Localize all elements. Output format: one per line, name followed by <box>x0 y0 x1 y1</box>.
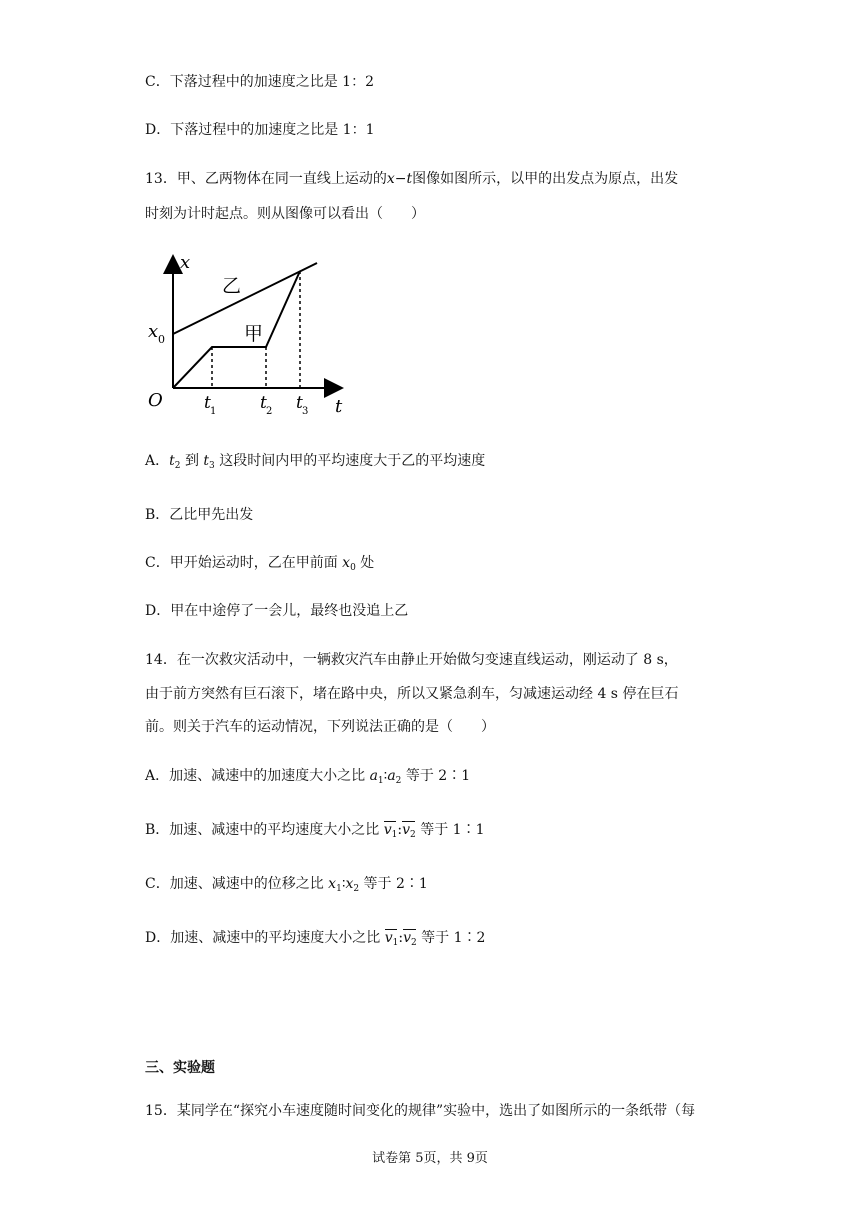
x0-label: x <box>148 321 159 342</box>
q13-opt-a-t3: t <box>203 453 210 469</box>
q14-opt-b-sep: : <box>397 822 403 838</box>
q13-option-d: D．甲在中途停了一会儿，最终也没追上乙 <box>145 603 409 619</box>
q13-stem-var: x−t <box>386 171 413 187</box>
q14-option-b <box>145 820 485 845</box>
q14-opt-d-v1-overline <box>385 928 399 953</box>
q14-opt-b-v2-sub: 2 <box>410 830 416 840</box>
q13-opt-a-t2: t <box>169 453 175 469</box>
q12-option-c: C．下落过程中的加速度之比是 1：2 <box>145 74 374 90</box>
t2-subscript: 2 <box>266 406 273 417</box>
axis-x-label: t <box>335 396 343 417</box>
q13-opt-a-t3-sub: 3 <box>209 461 215 471</box>
q14-opt-d-v1-sub: 1 <box>392 938 399 948</box>
t3-subscript: 3 <box>302 406 309 417</box>
q14-opt-a-a1-sub: 1 <box>377 776 384 786</box>
page-footer: 试卷第 5页，共 9页 <box>372 1151 488 1166</box>
q14-opt-b-pre: B．加速、减速中的平均速度大小之比 <box>145 822 384 838</box>
t3-label: t <box>296 393 303 413</box>
q13-stem-line1 <box>145 169 678 189</box>
q14-stem-line1: 14．在一次救灾活动中，一辆救灾汽车由静止开始做匀变速直线运动，刚运动了 8 s， <box>145 652 678 668</box>
yi-label: 乙 <box>222 275 242 297</box>
q13-opt-c-post: 处 <box>355 555 375 571</box>
q13-stem-line2: 时刻为计时起点。则从图像可以看出（ ） <box>145 206 425 222</box>
q14-opt-d-sep: : <box>398 930 404 946</box>
q14-opt-c-x2: x <box>345 876 354 892</box>
t1-subscript: 1 <box>210 406 217 417</box>
q13-opt-c-x: x <box>342 555 351 571</box>
q14-opt-c-post: 等于 2∶1 <box>359 876 428 892</box>
q13-stem-pre: 13．甲、乙两物体在同一直线上运动的 <box>145 171 387 187</box>
q14-opt-b-v1-sub: 1 <box>391 830 398 840</box>
q14-stem-line2: 由于前方突然有巨石滚下，堵在路中央，所以又紧急刹车，匀减速运动经 4 s 停在巨石 <box>145 686 679 702</box>
q14-opt-b-v1-overline <box>384 820 398 845</box>
q13-opt-a-t2-sub: 2 <box>174 461 181 471</box>
q14-opt-b-v1: v <box>383 822 392 838</box>
q14-option-a <box>145 766 470 791</box>
origin-label: O <box>148 390 163 411</box>
q14-opt-c-sep: ∶ <box>341 876 346 892</box>
q14-opt-d-v2: v <box>403 930 411 946</box>
q14-opt-a-post: 等于 2∶1 <box>401 768 471 784</box>
axis-y-label: x <box>180 252 191 273</box>
q14-opt-a-a1: a <box>369 768 378 784</box>
q13-option-a <box>145 451 485 476</box>
q14-opt-a-sep: ∶ <box>383 768 388 784</box>
q14-option-d <box>145 928 485 953</box>
q13-opt-a-post: 这段时间内甲的平均速度大于乙的平均速度 <box>214 453 486 469</box>
jia-label: 甲 <box>244 323 264 345</box>
t2-label: t <box>260 393 267 413</box>
q12-option-d: D．下落过程中的加速度之比是 1：1 <box>145 122 375 138</box>
q13-opt-a-pre: A． <box>145 453 170 469</box>
q14-opt-c-x1: x <box>328 876 337 892</box>
q13-opt-a-mid: 到 <box>180 453 204 469</box>
q15-stem-line1: 15．某同学在“探究小车速度随时间变化的规律”实验中，选出了如图所示的一条纸带（每 <box>145 1103 696 1119</box>
q13-opt-c-x-sub: 0 <box>350 563 356 573</box>
q14-opt-d-pre: D．加速、减速中的平均速度大小之比 <box>145 930 385 946</box>
q14-opt-d-post: 等于 1∶2 <box>416 930 486 946</box>
q13-xt-graph <box>140 248 360 420</box>
t1-label: t <box>204 393 211 413</box>
q14-opt-c-x1-sub: 1 <box>336 884 342 894</box>
q14-opt-a-pre: A．加速、减速中的加速度大小之比 <box>145 768 370 784</box>
q14-opt-c-x2-sub: 2 <box>353 884 360 894</box>
q14-opt-b-post: 等于 1∶1 <box>415 822 485 838</box>
q14-opt-c-pre: C．加速、减速中的位移之比 <box>145 876 329 892</box>
q13-opt-c-pre: C．甲开始运动时，乙在甲前面 <box>145 555 343 571</box>
q14-opt-d-v1: v <box>384 930 393 946</box>
q14-opt-b-v2-overline <box>402 820 416 845</box>
q13-stem-post: 图像如图所示，以甲的出发点为原点，出发 <box>412 171 679 187</box>
q13-option-c <box>145 553 374 578</box>
q14-stem-line3: 前。则关于汽车的运动情况，下列说法正确的是（ ） <box>145 719 495 735</box>
q14-opt-d-v2-sub: 2 <box>410 938 417 948</box>
q13-option-b: B．乙比甲先出发 <box>145 507 254 523</box>
q14-opt-a-a2-sub: 2 <box>395 776 402 786</box>
section-title: 三、实验题 <box>145 1060 215 1076</box>
q14-opt-a-a2: a <box>387 768 396 784</box>
q14-opt-d-v2-overline <box>403 928 417 953</box>
x0-subscript: 0 <box>158 333 165 346</box>
q14-opt-b-v2: v <box>402 822 411 838</box>
q14-option-c <box>145 874 428 899</box>
